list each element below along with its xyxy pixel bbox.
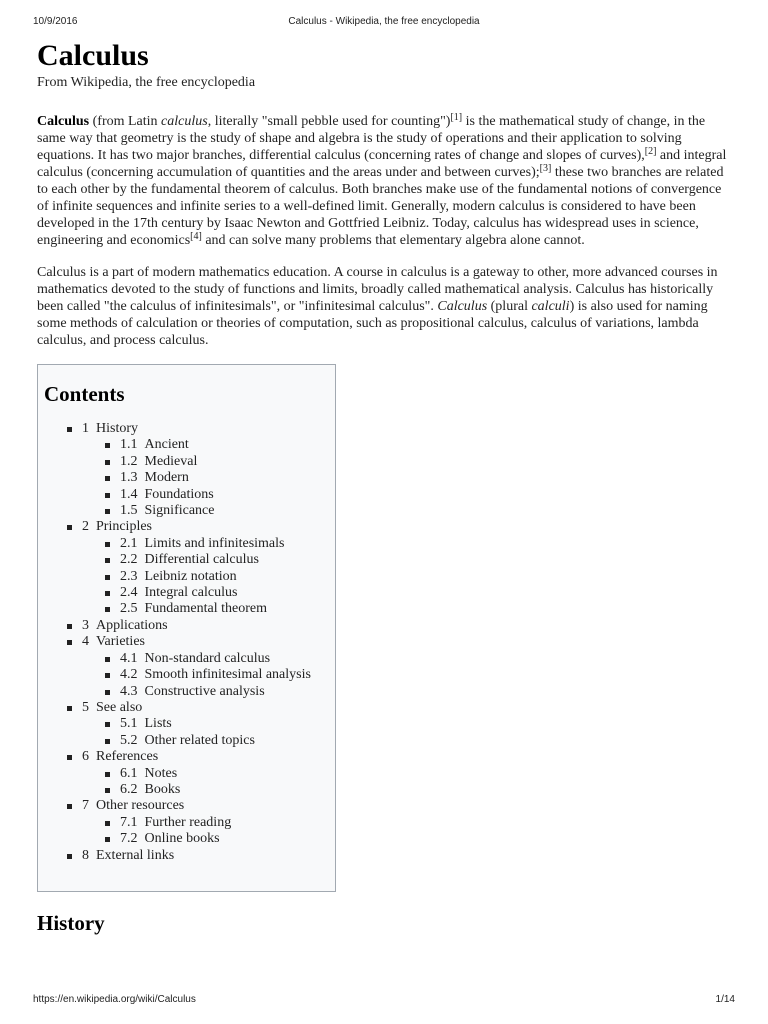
- toc-subitem-label[interactable]: Constructive analysis: [144, 683, 265, 699]
- toc-subitem[interactable]: [82, 651, 335, 667]
- bold-term: Calculus: [37, 114, 90, 129]
- toc-item-number: 1: [82, 421, 89, 436]
- toc-sublist: [82, 536, 335, 618]
- toc-subitem-number: 4.3: [120, 683, 138, 699]
- toc-subitem-number: 2.5: [120, 601, 138, 617]
- toc-item-number: 5: [82, 699, 89, 715]
- toc-subitem-label[interactable]: Lists: [144, 716, 172, 732]
- toc-subitem[interactable]: [82, 815, 335, 831]
- toc-subitem-number: 2.2: [120, 552, 138, 568]
- toc-subitem[interactable]: [82, 601, 335, 617]
- toc-subitem[interactable]: [82, 487, 335, 503]
- toc-subitem[interactable]: [82, 503, 335, 519]
- toc-sublist: [82, 651, 335, 700]
- article-content: [37, 40, 737, 936]
- toc-subitem-number: 1.1: [120, 437, 138, 453]
- toc-subitem-label[interactable]: Ancient: [144, 437, 189, 453]
- toc-subitem-number: 7.2: [120, 831, 138, 847]
- reference-link[interactable]: [2]: [644, 146, 657, 157]
- reference-link[interactable]: [1]: [450, 112, 463, 123]
- toc-subitem-label[interactable]: Non-standard calculus: [144, 650, 271, 666]
- toc-item-label[interactable]: References: [96, 749, 159, 765]
- toc-subitem-label[interactable]: Integral calculus: [144, 585, 238, 601]
- toc-subitem-number: 2.1: [120, 535, 138, 551]
- toc-item-number: 6: [82, 749, 89, 765]
- toc-subitem-label[interactable]: Smooth infinitesimal analysis: [144, 667, 311, 683]
- print-date: 10/9/2016: [33, 16, 78, 27]
- toc-subitem[interactable]: [82, 454, 335, 470]
- toc-sublist: [82, 716, 335, 749]
- table-of-contents: [37, 364, 336, 892]
- toc-subitem[interactable]: [82, 470, 335, 486]
- tagline: From Wikipedia, the free encyclopedia: [37, 75, 256, 90]
- intro-paragraph-2: Calculus is a part of modern mathematics education. A course in calculus is a gateway to other, more advanced courses in mathematics devoted to the study of functions and limits, broadly called mathematical analysis. Calculus has historically been called "the calculus of infinitesimals", or "infinitesimal calculus". Calculus (plural calculi) is also used for naming some methods of calculation or theories of computation, such as propositional calculus, calculus of variations, lambda calculus, and process calculus.: [37, 265, 718, 348]
- toc-subitem-number: 2.4: [120, 585, 138, 601]
- toc-item[interactable]: [44, 618, 335, 634]
- toc-item[interactable]: [44, 421, 335, 519]
- toc-subitem[interactable]: [82, 437, 335, 453]
- toc-item-label[interactable]: External links: [96, 847, 175, 863]
- toc-subitem-label[interactable]: Medieval: [144, 453, 198, 469]
- toc-subitem[interactable]: [82, 585, 335, 601]
- toc-subitem-label[interactable]: Leibniz notation: [144, 568, 237, 584]
- toc-subitem[interactable]: [82, 831, 335, 847]
- toc-item[interactable]: [44, 749, 335, 798]
- toc-subitem-number: 6.2: [120, 781, 138, 797]
- toc-subitem[interactable]: [82, 667, 335, 683]
- page-title: Calculus: [37, 39, 149, 72]
- toc-item-label[interactable]: Varieties: [96, 634, 145, 650]
- toc-item-number: 7: [82, 798, 89, 814]
- intro-paragraph-1: Calculus (from Latin calculus, literally "small pebble used for counting")[1] is the mathematical study of change, in the same way that geometry is the study of shape and algebra is the study of operations and their application to solving equations. It has two major branches, differential calculus (concerning rates of change and slopes of curves),[2] and integral calculus (concerning accumulation of quantities and the areas under and between curves);[3] these two branches are related to each other by the fundamental theorem of calculus. Both branches make use of the fundamental notions of convergence of infinite sequences and infinite series to a well-defined limit. Generally, modern calculus is considered to have been developed in the 17th century by Isaac Newton and Gottfried Leibniz. Today, calculus has widespread uses in science, engineering and economics[4] and can solve many problems that elementary algebra alone cannot.: [37, 112, 727, 248]
- toc-subitem[interactable]: [82, 569, 335, 585]
- toc-subitem-number: 5.1: [120, 716, 138, 732]
- page-number: 1/14: [715, 994, 735, 1005]
- toc-subitem-label[interactable]: Other related topics: [144, 732, 255, 748]
- toc-subitem-label[interactable]: Notes: [144, 765, 178, 781]
- toc-item-number: 4: [82, 634, 89, 650]
- toc-subitem-number: 1.2: [120, 453, 138, 469]
- toc-subitem-label[interactable]: Further reading: [144, 814, 232, 830]
- toc-subitem-number: 4.1: [120, 650, 138, 666]
- toc-item-number: 8: [82, 847, 89, 863]
- toc-subitem-label[interactable]: Books: [144, 781, 181, 797]
- toc-subitem-number: 1.3: [120, 470, 138, 486]
- toc-subitem-number: 1.4: [120, 486, 138, 502]
- toc-item-label[interactable]: History: [96, 421, 138, 436]
- toc-subitem-number: 1.5: [120, 503, 138, 519]
- reference-link[interactable]: [3]: [539, 163, 552, 174]
- reference-link[interactable]: [4]: [190, 231, 202, 242]
- toc-subitem-label[interactable]: Differential calculus: [144, 552, 259, 568]
- toc-subitem[interactable]: [82, 684, 335, 700]
- toc-subitem-number: 4.2: [120, 667, 138, 683]
- toc-subitem[interactable]: [82, 733, 335, 749]
- toc-sublist: [82, 815, 335, 848]
- toc-subitem-label[interactable]: Significance: [144, 503, 215, 519]
- toc-item-label[interactable]: See also: [96, 699, 143, 715]
- toc-subitem[interactable]: [82, 782, 335, 798]
- toc-item[interactable]: [44, 700, 335, 749]
- toc-subitem-number: 2.3: [120, 568, 138, 584]
- toc-subitem-label[interactable]: Fundamental theorem: [144, 601, 267, 617]
- toc-subitem-label[interactable]: Foundations: [144, 486, 214, 502]
- toc-item[interactable]: [44, 634, 335, 700]
- toc-list: [44, 421, 335, 864]
- toc-sublist: [82, 437, 335, 519]
- toc-subitem[interactable]: [82, 766, 335, 782]
- toc-item-number: 3: [82, 617, 89, 633]
- toc-item[interactable]: [44, 848, 335, 864]
- toc-item[interactable]: [44, 519, 335, 617]
- print-header: [0, 16, 768, 30]
- toc-subitem-number: 5.2: [120, 732, 138, 748]
- toc-title: Contents: [44, 382, 125, 406]
- section-heading-history: History: [37, 911, 105, 935]
- toc-subitem-number: 7.1: [120, 814, 138, 830]
- toc-subitem-label[interactable]: Online books: [144, 831, 220, 847]
- toc-subitem-label[interactable]: Limits and infinitesimals: [144, 535, 285, 551]
- toc-subitem-number: 6.1: [120, 765, 138, 781]
- toc-subitem[interactable]: [82, 536, 335, 552]
- toc-item-label[interactable]: Other resources: [96, 798, 185, 814]
- toc-sublist: [82, 766, 335, 799]
- toc-subitem-label[interactable]: Modern: [144, 470, 189, 486]
- toc-subitem[interactable]: [82, 716, 335, 732]
- toc-item-number: 2: [82, 519, 89, 535]
- print-url: https://en.wikipedia.org/wiki/Calculus: [33, 994, 196, 1005]
- print-doc-title: Calculus - Wikipedia, the free encyclopedia: [288, 16, 480, 27]
- toc-item-label[interactable]: Principles: [96, 519, 152, 535]
- toc-subitem[interactable]: [82, 552, 335, 568]
- toc-item-label[interactable]: Applications: [96, 617, 168, 633]
- toc-item[interactable]: [44, 798, 335, 847]
